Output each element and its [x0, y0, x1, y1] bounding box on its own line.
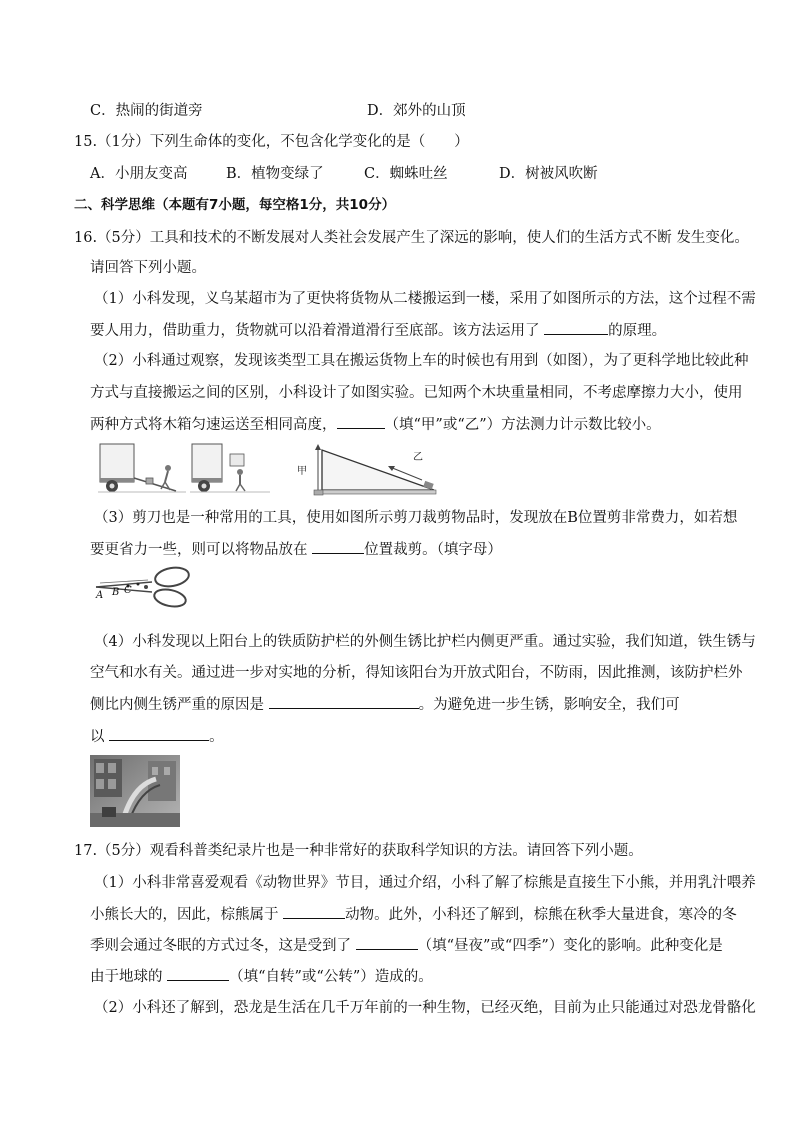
q16-part3-blank[interactable] [312, 539, 364, 554]
q16-part4-line1: （4）小科发现以上阳台上的铁质防护栏的外侧生锈比护栏内侧更严重。通过实验，我们知道，铁生锈与 [94, 634, 756, 650]
q17-part1-text-c: 季则会通过冬眠的方式过冬，这是受到了 [90, 938, 356, 954]
q17-part2-line1: （2）小科还了解到，恐龙是生活在几千万年前的一种生物，已经灭绝，目前为止只能通过对恐龙骨骼化 [94, 1000, 756, 1016]
q15-stem: 15.（1分）下列生命体的变化，不包含化学变化的是（ ） [74, 134, 469, 150]
q16-part4-line2: 空气和水有关。通过进一步对实地的分析，得知该阳台为开放式阳台，不防雨，因此推测，该防护栏外 [90, 665, 743, 681]
q17-part1-text-f: （填“自转”或“公转”）造成的。 [229, 969, 433, 985]
balcony-photo [90, 755, 180, 827]
truck-ramp-figure-1 [98, 442, 186, 494]
truck-carry-figure-2 [190, 442, 270, 494]
q16-part4-text-b: 。为避免进一步生锈，影响安全，我们可 [418, 697, 680, 713]
q16-part3-text-b: 位置裁剪。（填字母） [364, 542, 502, 558]
q14-option-d: D．郊外的山顶 [367, 103, 466, 119]
scissors-figure [92, 565, 196, 609]
q17-part1-text-d: （填“昼夜”或“四季”）变化的影响。此种变化是 [417, 938, 723, 954]
q16-part1-blank[interactable] [544, 320, 608, 335]
scissors-label-a: A [96, 590, 104, 601]
q17-part1-line2 [90, 904, 737, 925]
q16-part4-text-c: 以 [90, 729, 110, 745]
q16-part4-blank-1[interactable] [269, 694, 419, 709]
q16-part1-line2 [90, 320, 666, 341]
scissors-label-b: B [112, 587, 120, 598]
q16-stem: 16.（5分）工具和技术的不断发展对人类社会发展产生了深远的影响，使人们的生活方式不断 发生变化。 [74, 230, 749, 246]
q17-part1-blank-3[interactable] [167, 966, 229, 981]
q16-part3-text-a: 要更省力一些，则可以将物品放在 [90, 542, 313, 558]
q15-option-b: B．植物变绿了 [226, 166, 324, 182]
q16-part4-line4 [90, 726, 224, 747]
section-heading: 二、科学思维（本题有7小题，每空格1分，共10分） [74, 197, 396, 213]
q16-part3-line1: （3）剪刀也是一种常用的工具，使用如图所示剪刀裁剪物品时，发现放在B位置剪非常费力，如若想 [94, 510, 738, 526]
q16-part2-line1: （2）小科通过观察，发现该类型工具在搬运货物上车的时候也有用到（如图），为了更科学地比较此种 [94, 353, 749, 369]
q15-option-c: C．蜘蛛吐丝 [364, 166, 448, 182]
q17-part1-line4 [90, 966, 433, 987]
q17-part1-line3 [90, 935, 723, 956]
q16-part1-text-a: 要人用力，借助重力，货物就可以沿着滑道滑行至底部。该方法运用了 [90, 323, 545, 339]
q16-part2-line3 [90, 414, 661, 435]
q17-part1-text-e: 由于地球的 [90, 969, 168, 985]
q16-part2-line2: 方式与直接搬运之间的区别，小科设计了如图实验。已知两个木块重量相同，不考虑摩擦力大小，使用 [90, 385, 743, 401]
q15-option-d: D．树被风吹断 [499, 166, 598, 182]
q16-part2-blank[interactable] [337, 414, 385, 429]
incline-label-jia: 甲 [297, 466, 307, 477]
q16-part2-text-b: （填“甲”或“乙”）方法测力计示数比较小。 [384, 417, 661, 433]
q17-part1-text-b: 动物。此外，小科还了解到，棕熊在秋季大量进食，寒冷的冬 [345, 907, 737, 923]
q15-option-a: A．小朋友变高 [90, 166, 188, 182]
incline-label-yi: 乙 [413, 452, 423, 463]
q16-part2-text-a: 两种方式将木箱匀速运送至相同高度， [90, 417, 337, 433]
q16-part1-line1: （1）小科发现，义乌某超市为了更快将货物从二楼搬运到一楼，采用了如图所示的方法，这个过程不需 [94, 291, 756, 307]
q16-part4-text-d: 。 [209, 729, 224, 745]
q16-part1-text-b: 的原理。 [608, 323, 667, 339]
q16-part3-line2 [90, 539, 502, 560]
q17-part1-text-a: 小熊长大的，因此，棕熊属于 [90, 907, 284, 923]
q17-part1-blank-2[interactable] [356, 935, 418, 950]
q17-part1-line1: （1）小科非常喜爱观看《动物世界》节目，通过介绍，小科了解了棕熊是直接生下小熊，并用乳汁喂养 [94, 875, 756, 891]
q17-stem: 17.（5分）观看科普类纪录片也是一种非常好的获取科学知识的方法。请回答下列小题。 [74, 843, 643, 859]
q16-stem-cont: 请回答下列小题。 [90, 260, 206, 276]
q17-part1-blank-1[interactable] [283, 904, 345, 919]
q16-part4-text-a: 侧比内侧生锈严重的原因是 [90, 697, 269, 713]
q16-part4-line3 [90, 694, 680, 715]
q14-option-c: C．热闹的街道旁 [90, 103, 203, 119]
q16-part4-blank-2[interactable] [109, 726, 209, 741]
scissors-label-c: C [124, 585, 132, 596]
